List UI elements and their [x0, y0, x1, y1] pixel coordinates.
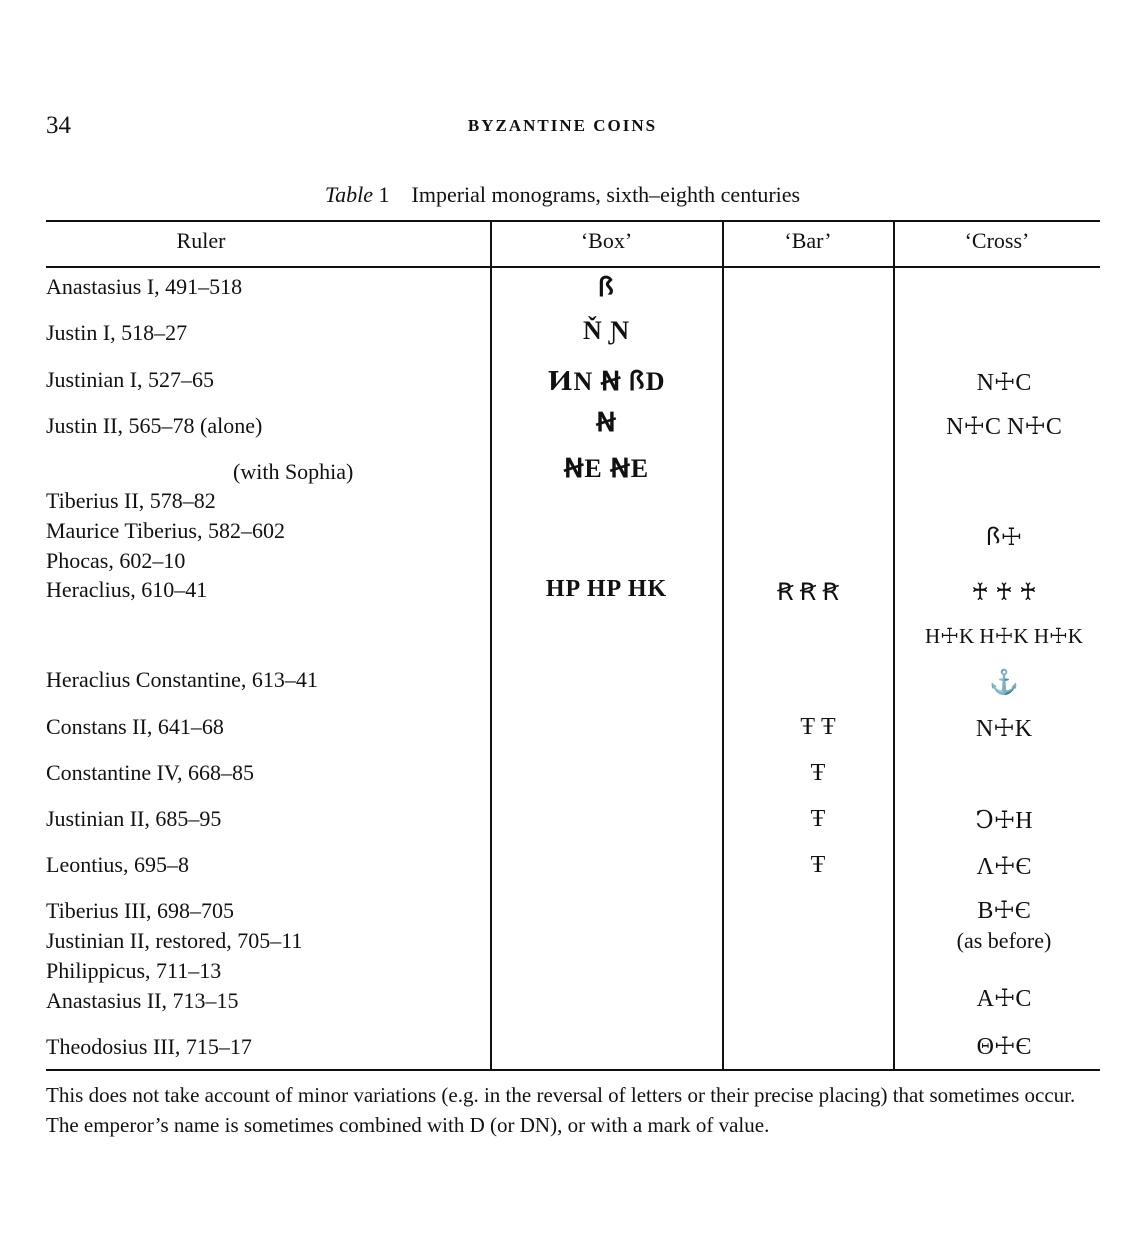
ruler-name: Justinian I, 527–65 [46, 367, 215, 392]
cross-monogram: ꟗ☩ [985, 525, 1023, 551]
cross-as-before: (as before) [956, 928, 1052, 953]
cross-monogram: A☩C [976, 986, 1032, 1012]
bar-monogram: Ꞧ Ꞧ Ꞧ [776, 580, 840, 606]
table-note: This does not take account of minor variations (e.g. in the reversal of letters or their precise placing) that sometimes occur. The emperor’s name is sometimes combined with D (or DN), or with a mark of value. [46, 1083, 1076, 1137]
box-monogram: Ň Ɲ [582, 316, 631, 345]
column-header-box: ‘Box’ [580, 228, 633, 253]
ruler-name: Anastasius I, 491–518 [46, 274, 243, 299]
cross-monogram: ♰ ♰ ♰ [971, 580, 1037, 606]
box-monogram: Ꞥ [596, 408, 617, 437]
table-title: Imperial monograms, sixth–eighth centuries [411, 182, 801, 207]
ruler-name: Heraclius, 610–41 [46, 577, 208, 602]
cross-monogram: Ↄ☩H [975, 808, 1033, 834]
bar-monogram: Ŧ [810, 806, 826, 832]
bar-monogram: Ŧ Ŧ [800, 714, 836, 740]
table-top-rule [46, 220, 1100, 222]
ruler-name: Theodosius III, 715–17 [46, 1034, 252, 1059]
box-monogram: ꞤE ꞤE [563, 454, 650, 483]
cross-monogram: Λ☩Є [976, 854, 1032, 880]
ruler-name: Philippicus, 711–13 [46, 958, 222, 983]
bar-monogram: Ŧ [810, 760, 826, 786]
cross-monogram: Θ☩Є [976, 1034, 1032, 1060]
ruler-name: Justin I, 518–27 [46, 320, 188, 345]
table-bottom-rule [46, 1069, 1100, 1071]
ruler-name: Tiberius III, 698–705 [46, 898, 235, 923]
ruler-name: Leontius, 695–8 [46, 852, 189, 877]
table-caption [0, 182, 1125, 208]
column-header-cross: ‘Cross’ [964, 228, 1030, 253]
ruler-name: Heraclius Constantine, 613–41 [46, 667, 318, 692]
ruler-name: Constantine IV, 668–85 [46, 760, 254, 785]
ruler-name: Constans II, 641–68 [46, 714, 224, 739]
ruler-name: Maurice Tiberius, 582–602 [46, 518, 285, 543]
ruler-name: Justinian II, restored, 705–11 [46, 928, 303, 953]
ruler-name: Justin II, 565–78 (alone) [46, 413, 263, 438]
ruler-name: Phocas, 602–10 [46, 548, 186, 573]
bar-monogram: Ŧ [810, 852, 826, 878]
running-head: BYZANTINE COINS [467, 116, 658, 135]
box-monogram: ꟗ [598, 273, 615, 302]
column-header-ruler: Ruler [176, 228, 226, 253]
box-monogram: ͶN Ꞥ ꟗD [547, 367, 666, 396]
table-number: 1 [378, 182, 390, 207]
column-divider-bar [722, 222, 724, 1069]
cross-monogram: B☩Є [977, 898, 1031, 924]
column-header-bar: ‘Bar’ [784, 228, 832, 253]
ruler-name: Justinian II, 685–95 [46, 806, 222, 831]
ruler-name: (with Sophia) [233, 459, 354, 484]
cross-monogram: H☩K H☩K H☩K [925, 624, 1083, 648]
cross-monogram: N☩C N☩C [946, 414, 1062, 440]
box-monogram: HP HP HK [545, 576, 668, 602]
cross-monogram: N☩C [976, 370, 1032, 396]
page-number: 34 [46, 112, 71, 139]
ruler-name: Tiberius II, 578–82 [46, 488, 216, 513]
ruler-name: Anastasius II, 713–15 [46, 988, 239, 1013]
cross-monogram: ⚓ [989, 670, 1019, 696]
table-label: Table [324, 182, 373, 207]
cross-monogram: N☩K [975, 716, 1033, 742]
column-divider-box [490, 222, 492, 1069]
